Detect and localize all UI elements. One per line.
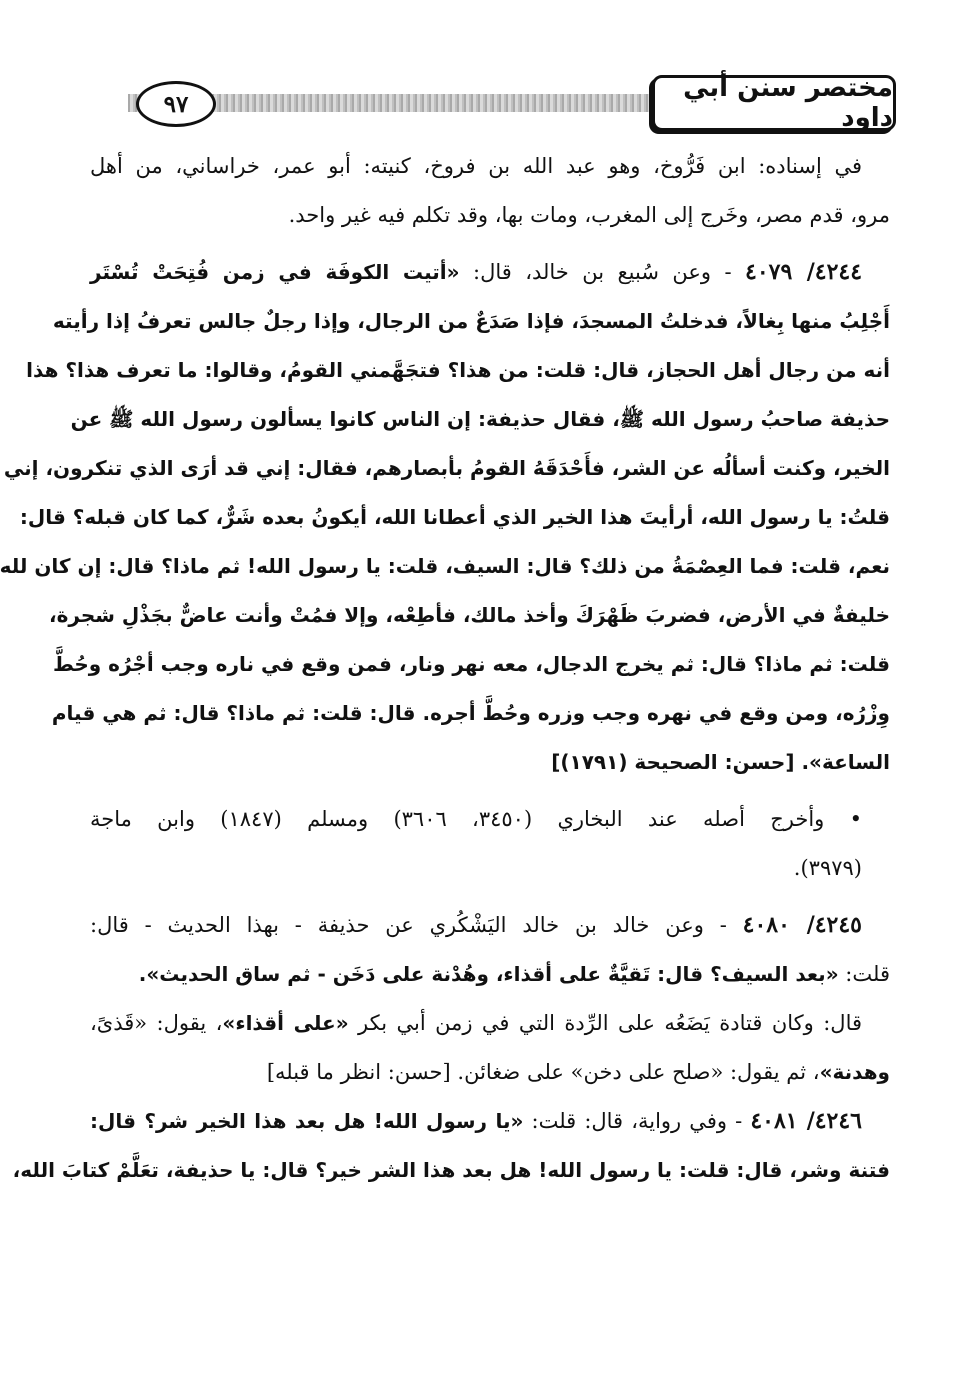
hadith-4245-line-4: وهدنة»، ثم يقول: «صلح على دخن» على ضغائن. [حسن: انظر ما قبله]	[266, 1060, 890, 1084]
text-line-1: في إسناده: ابن فَرُّوخ، وهو عبد الله بن فروخ، كنيته: أبو عمر، خراساني، من أهل	[90, 154, 862, 178]
hadith-number: ٤٢٤٥/ ٤٠٨٠	[742, 912, 862, 938]
hadith-4244-grading: الساعة». [حسن: الصحيحة (١٧٩١)]	[551, 750, 890, 774]
hadith-4246-line-2: فتنة وشر، قال: قلت: يا رسول الله! هل بعد هذا الشر خير؟ قال: يا حذيفة، تعَلَّمْ كتابَ الله،	[12, 1158, 890, 1182]
hadith-number: ٤٢٤٦/ ٤٠٨١	[750, 1108, 862, 1134]
hadith-number: ٤٢٤٤/ ٤٠٧٩	[745, 259, 863, 285]
hadith-4244-line-7: نعم، قلت: فما العِصْمَةُ من ذلك؟ قال: السيف، قلت: يا رسول الله! ثم ماذا؟ قال: إن كان لله	[0, 554, 890, 578]
hadith-4244-line-6: قلتُ: يا رسول الله، أرأيتَ هذا الخير الذي أعطانا الله، أيكونُ بعده شَرٌّ، كما كان قبله؟ قال:	[19, 505, 890, 529]
hadith-4246-line-1: ٤٢٤٦/ ٤٠٨١ - وفي رواية، قال: قلت: «يا رسول الله! هل بعد هذا الخير شر؟ قال:	[90, 1108, 862, 1134]
hadith-4244-line-4: حذيفة صاحبُ رسول الله ﷺ، فقال حذيفة: إن الناس كانوا يسألون رسول الله ﷺ عن	[70, 407, 890, 431]
hadith-4244-line-3: أنه من رجال أهل الحجاز، قال: قلت: من هذا؟ فتجَهَّمني القومُ، وقالوا: ما تعرف هذا؟ هذا	[26, 358, 890, 382]
hadith-4244-line-9: قلت: ثم ماذا؟ قال: ثم يخرج الدجال، معه نهر ونار، فمن وقع في ناره وجب أجْرُه وحُطَّ	[52, 652, 890, 676]
hadith-4244-line-5: الخير، وكنت أسألُه عن الشر، فأَحْدَقَهُ القومُ بأبصارهم، فقال: إني قد أرَى الذي تنكرون، إني	[3, 456, 890, 480]
page-number: ٩٧	[136, 81, 216, 127]
hadith-4245-line-1: ٤٢٤٥/ ٤٠٨٠ - وعن خالد بن خالد اليَشْكُري عن حذيفة - بهذا الحديث - قال:	[90, 912, 862, 938]
book-title: مختصر سنن أبي داود	[652, 75, 896, 131]
takhrij-line-1: • وأخرج أصله عند البخاري (٣٤٥٠، ٣٦٠٦) ومسلم (١٨٤٧) وابن ماجة	[90, 807, 862, 831]
page-body	[0, 142, 890, 1195]
text-line-2: مرو، قدم مصر، وخَرج إلى المغرب، ومات بها، وقد تكلم فيه غير واحد.	[288, 203, 890, 227]
hadith-4244-line-2: أَجْلِبُ منها بِغالاً، فدخلتُ المسجدَ، فإذا صَدَعٌ من الرجال، وإذا رجلٌ جالس تعرفُ إذا رأيته	[52, 309, 890, 333]
hadith-4244-line-1: ٤٢٤٤/ ٤٠٧٩ - وعن سُبيع بن خالد، قال: «أتيت الكوفَة في زمن فُتِحَتْ تُسْتَر	[90, 259, 863, 285]
hadith-4244-line-8: خليفةٌ في الأرض، فضربَ ظَهْرَكَ وأخذ مالك، فأطِعْه، وإلا فمُتْ وأنت عاضٌّ بجَذْلِ شجرة،	[48, 603, 890, 627]
hadith-4244-line-10: وِزْرُه، ومن وقع في نهره وجب وزره وحُطَّ أجره. قال: قلت: ثم ماذا؟ قال: ثم هي قيام	[51, 701, 890, 725]
takhrij-line-2: (٣٩٧٩).	[793, 856, 862, 880]
hadith-4245-line-2: قلت: «بعد السيف؟ قال: تَقيَّةٌ على أقذاء، وهُدْنة على دَخَن - ثم ساق الحديث».	[138, 962, 890, 986]
page-header	[118, 75, 896, 133]
hadith-4245-line-3: قال: وكان قتادة يَضَعُه على الرِّدة التي في زمن أبي بكر «على أقذاء»، يقول: «قَذىً،	[90, 1011, 863, 1035]
